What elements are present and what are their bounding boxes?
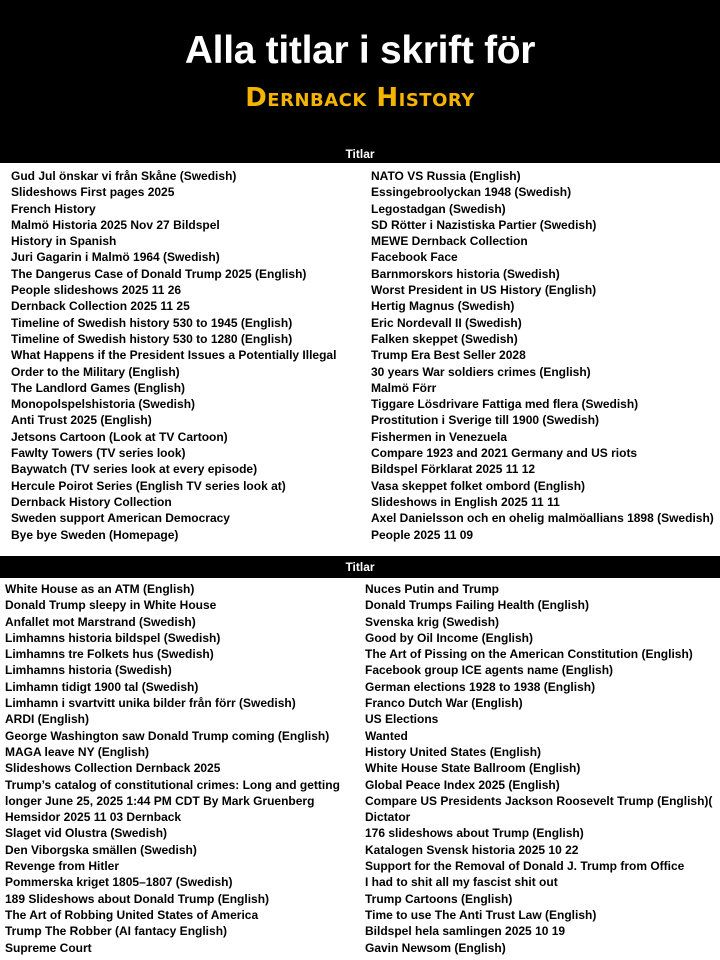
title-list-item: Hercule Poirot Series (English TV series look at) xyxy=(11,478,286,493)
title-list-item: Falken skeppet (Swedish) xyxy=(371,331,518,346)
title-list-item: Vasa skeppet folket ombord (English) xyxy=(371,478,586,493)
title-list-item: White House as an ATM (English) xyxy=(5,582,195,596)
title-list-item: Hemsidor 2025 11 03 Dernback xyxy=(5,810,182,825)
title-list-item: Limhamns historia bildspel (Swedish) xyxy=(5,630,221,645)
title-list-item: Fishermen in Venezuela xyxy=(371,429,508,444)
title-list-item: People 2025 11 09 xyxy=(371,527,474,542)
title-list-item: 176 slideshows about Trump (English) xyxy=(365,826,584,841)
title-list-item: Support for the Removal of Donald J. Trump from Office xyxy=(365,859,685,874)
title-list-item: Limhamn i svartvitt unika bilder från förr (Swedish) xyxy=(5,696,296,711)
title-list-item: Jetsons Cartoon (Look at TV Cartoon) xyxy=(11,429,228,444)
title-list-item: Facebook Face xyxy=(371,250,458,265)
title-list-item: The Landlord Games (English) xyxy=(11,380,186,395)
title-list-item: Nuces Putin and Trump xyxy=(365,582,500,596)
title-list-item: The Art of Robbing United States of America xyxy=(5,907,259,922)
title-list-item: Den Viborgska smällen (Swedish) xyxy=(5,842,197,857)
title-list-item: Tiggare Lösdrivare Fattiga med flera (Swedish) xyxy=(371,397,639,412)
title-list-item: Slideshows Collection Dernback 2025 xyxy=(5,761,221,776)
title-list-item: Limhamns tre Folkets hus (Swedish) xyxy=(5,647,214,662)
title-list-item: Trump Cartoons (English) xyxy=(365,891,513,906)
title-list-item: Sweden support American Democracy xyxy=(11,511,230,526)
title-list-item: Dernback History Collection xyxy=(11,494,172,509)
section-1-right-list xyxy=(371,168,716,543)
page-subtitle: Dernback History xyxy=(245,83,475,113)
title-list-item: Gud Jul önskar vi från Skåne (Swedish) xyxy=(11,169,237,183)
title-list-item: Facebook group ICE agents name (English) xyxy=(365,663,614,678)
section-1-left-list xyxy=(11,168,356,543)
title-list-item: Anfallet mot Marstrand (Swedish) xyxy=(5,614,196,629)
title-list-item: Pommerska kriget 1805–1807 (Swedish) xyxy=(5,875,233,890)
header-banner xyxy=(0,0,720,163)
title-list-item: Gavin Newsom (English) xyxy=(365,940,506,955)
title-list-item: Slideshows First pages 2025 xyxy=(11,185,175,200)
title-list-item: Dernback Collection 2025 11 25 xyxy=(11,299,190,314)
title-list-item: ARDI (English) xyxy=(5,712,89,727)
title-list-item: Worst President in US History (English) xyxy=(371,283,597,298)
title-list-item: Limhamn tidigt 1900 tal (Swedish) xyxy=(5,679,199,694)
title-list-item: Malmö Förr xyxy=(371,380,437,395)
title-list-item: Bye bye Sweden (Homepage) xyxy=(11,527,179,542)
title-list-item: Supreme Court xyxy=(5,940,92,955)
title-list-item: Barnmorskors historia (Swedish) xyxy=(371,266,560,281)
title-list-item: Timeline of Swedish history 530 to 1945 (English) xyxy=(11,315,293,330)
title-list-item: Axel Danielsson och en ohelig malmöallians 1898 (Swedish) xyxy=(371,511,714,526)
title-list-item: Compare 1923 and 2021 Germany and US riots xyxy=(371,446,638,461)
title-list-item: Limhamns historia (Swedish) xyxy=(5,663,172,678)
title-list-item: MEWE Dernback Collection xyxy=(371,234,528,249)
title-list-item: Donald Trumps Failing Health (English) xyxy=(365,598,590,613)
title-list-item: People slideshows 2025 11 26 xyxy=(11,283,182,298)
title-list-item: Anti Trust 2025 (English) xyxy=(11,413,152,428)
title-list-item: Trump’s catalog of constitutional crimes: Long and getting xyxy=(5,777,340,792)
title-list-item: Order to the Military (English) xyxy=(11,364,180,379)
title-list-item: History United States (English) xyxy=(365,744,542,759)
title-list-item: Katalogen Svensk historia 2025 10 22 xyxy=(365,842,579,857)
title-list-item: The Art of Pissing on the American Constitution (English) xyxy=(365,647,693,662)
section-2-right-list xyxy=(365,581,717,956)
title-list-item: Timeline of Swedish history 530 to 1280 (English) xyxy=(11,331,293,346)
title-list-item: The Dangerus Case of Donald Trump 2025 (English) xyxy=(11,266,307,281)
page-title: Alla titlar i skrift för xyxy=(184,29,536,72)
title-list-item: Slaget vid Olustra (Swedish) xyxy=(5,826,168,841)
title-list-item: George Washington saw Donald Trump coming (English) xyxy=(5,728,330,743)
title-list-item: longer June 25, 2025 1:44 PM CDT By Mark Gruenberg xyxy=(5,793,315,808)
title-list-item: Svenska krig (Swedish) xyxy=(365,614,500,629)
title-list-item: Dictator xyxy=(365,810,411,825)
title-list-item: History in Spanish xyxy=(11,234,117,249)
title-list-item: Malmö Historia 2025 Nov 27 Bildspel xyxy=(11,217,220,232)
title-list-item: Bildspel hela samlingen 2025 10 19 xyxy=(365,924,566,939)
title-list-item: Prostitution i Sverige till 1900 (Swedish) xyxy=(371,413,600,428)
section-1-label: Titlar xyxy=(345,147,375,161)
title-list-item: Bildspel Förklarat 2025 11 12 xyxy=(371,462,536,477)
section-2-left-list xyxy=(5,581,355,956)
title-list-item: I had to shit all my fascist shit out xyxy=(365,875,558,890)
title-list-item: Baywatch (TV series look at every episode) xyxy=(11,462,258,477)
title-list-item: Compare US Presidents Jackson Roosevelt Trump (English)( xyxy=(365,793,713,808)
title-list-item: French History xyxy=(11,201,96,216)
title-list-item: German elections 1928 to 1938 (English) xyxy=(365,679,596,694)
title-list-item: Monopolspelshistoria (Swedish) xyxy=(11,397,196,412)
title-list-item: SD Rötter i Nazistiska Partier (Swedish) xyxy=(371,217,597,232)
title-list-item: Wanted xyxy=(365,728,408,743)
title-list-item: Revenge from Hitler xyxy=(5,859,120,874)
title-list-item: Fawlty Towers (TV series look) xyxy=(11,446,186,461)
title-list-item: Legostadgan (Swedish) xyxy=(371,201,506,216)
title-list-item: 30 years War soldiers crimes (English) xyxy=(371,364,591,379)
title-list-item: Trump Era Best Seller 2028 xyxy=(371,348,526,363)
title-list-item: Good by Oil Income (English) xyxy=(365,630,534,645)
section-2-label: Titlar xyxy=(345,560,375,574)
title-list-item: 189 Slideshows about Donald Trump (English) xyxy=(5,891,270,906)
title-list-item: NATO VS Russia (English) xyxy=(371,169,521,183)
title-list-item: White House State Ballroom (English) xyxy=(365,761,581,776)
title-list-item: Essingebroolyckan 1948 (Swedish) xyxy=(371,185,572,200)
title-list-item: Time to use The Anti Trust Law (English) xyxy=(365,907,597,922)
title-list-item: What Happens if the President Issues a Potentially Illegal xyxy=(11,348,337,363)
title-list-item: MAGA leave NY (English) xyxy=(5,744,150,759)
title-list-item: Hertig Magnus (Swedish) xyxy=(371,299,515,314)
title-list-item: Juri Gagarin i Malmö 1964 (Swedish) xyxy=(11,250,220,265)
title-list-item: Eric Nordevall II (Swedish) xyxy=(371,315,522,330)
title-list-item: Donald Trump sleepy in White House xyxy=(5,598,217,613)
title-list-item: Global Peace Index 2025 (English) xyxy=(365,777,560,792)
title-list-item: US Elections xyxy=(365,712,439,727)
title-list-item: Trump The Robber (AI fantacy English) xyxy=(5,924,228,939)
title-list-item: Franco Dutch War (English) xyxy=(365,696,523,711)
title-list-item: Slideshows in English 2025 11 11 xyxy=(371,494,560,509)
